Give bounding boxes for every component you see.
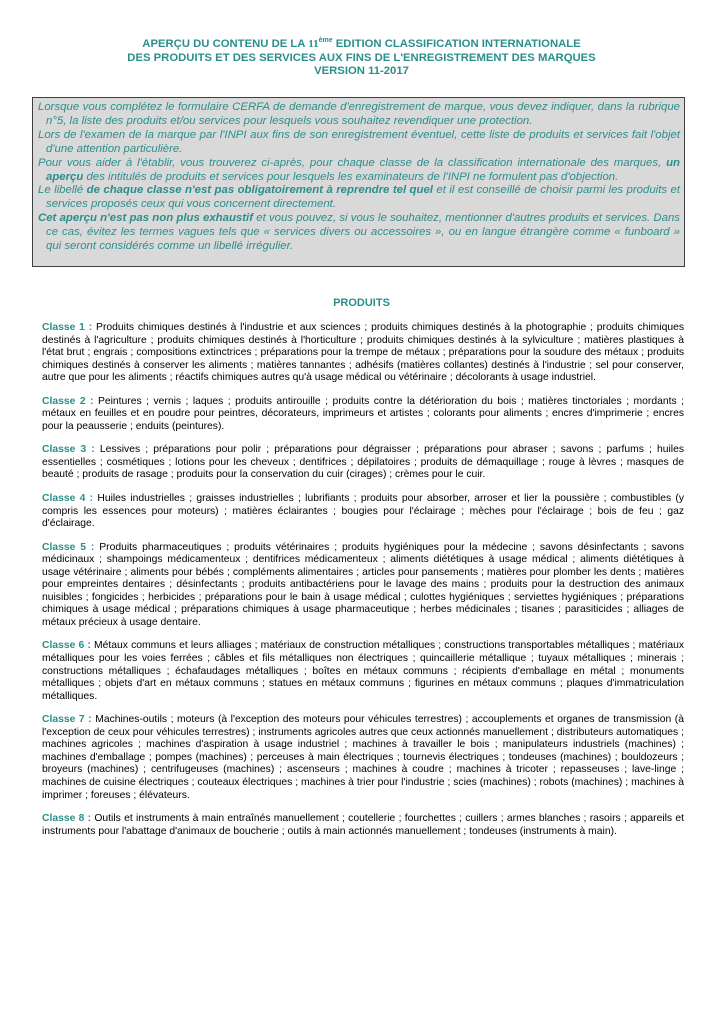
notice-paragraph-2: Lors de l'examen de la marque par l'INPI aux fins de son enregistrement éventuel, cette liste de produits et services fait l'objet d'une attention particulière. [38, 128, 680, 155]
class-list [42, 322, 684, 849]
class-text: Lessives ; préparations pour polir ; préparations pour dégraisser ; préparations pour abraser ; savons ; parfums ; huiles essentielles ; cosmétiques ; lotions pour les cheveux ; dentifrices ; dépilatoires ; produits de démaquillage ; rouge à lèvres ; masques de beauté ; produits de rasage ; produits pour la conservation du cuir (cirages) ; crèmes pour le cuir. [42, 444, 685, 481]
class-label: Classe 1 [42, 322, 85, 333]
class-text: Outils et instruments à main entraînés manuellement ; coutellerie ; fourchettes ; cuillers ; armes blanches ; rasoirs ; appareils et instruments pour l'abattage d'animaux de boucherie ; outils à main actionnés manuellement ; tondeuses (instruments à main). [42, 813, 684, 837]
notice-paragraph-3: Pour vous aider à l'établir, vous trouverez ci-après, pour chaque classe de la classification internationale des marques, un aperçu des intitulés de produits et services pour lesquels les examinateurs de l'INPI ne formulent pas d'objection. [38, 156, 680, 183]
class-text: Huiles industrielles ; graisses industrielles ; lubrifiants ; produits pour absorber, arroser et lier la poussière ; combustibles (y compris les essences pour moteurs) ; matières éclairantes ; bougies pour l'éclairage ; mèches pour l'éclairage ; bois de feu ; gaz d'éclairage. [42, 493, 684, 530]
class-entry: Classe 1 : Produits chimiques destinés à l'industrie et aux sciences ; produits chimiques destinés à la photographie ; produits chimiques destinés à l'agriculture ; produits chimiques destinés à l'horticulture ; produits chimiques destinés à la sylviculture ; matières plastiques à l'état brut ; engrais ; compositions extinctrices ; préparations pour la trempe de métaux ; préparations pour la soudure des métaux ; produits chimiques destinés à conserver les aliments ; matières tannantes ; adhésifs (matières collantes) destinés à l'industrie ; sel pour conserver, autre que pour les aliments ; réactifs chimiques autres qu'à usage médical ou vétérinaire ; décolorants à usage industriel. [42, 322, 685, 384]
class-text: Peintures ; vernis ; laques ; produits antirouille ; produits contre la détérioration du bois ; matières tinctoriales ; mordants ; métaux en feuilles et en poudre pour peintres, décorateurs, imprimeurs et artistes ; colorants pour aliments ; encres d'imprimerie ; encres pour la peausserie ; enduits (peintures). [42, 395, 684, 432]
class-label: Classe 7 [42, 714, 85, 726]
section-title: PRODUITS [333, 297, 390, 309]
notice-box [32, 97, 685, 267]
class-text: Métaux communs et leurs alliages ; matériaux de construction métalliques ; constructions transportables métalliques ; matériaux métalliques pour les voies ferrées ; câbles et fils métalliques non électriques ; quincaillerie métallique ; tuyaux métalliques ; minerais ; constructions métalliques ; échafaudages métalliques ; boîtes en métaux communs ; récipients d'emballage en métal ; monuments métalliques ; objets d'art en métaux communs ; statues en métaux communs ; figurines en métaux communs ; plaques d'immatriculation métalliques. [42, 640, 684, 702]
class-text: Machines-outils ; moteurs (à l'exception des moteurs pour véhicules terrestres) ; accouplements et organes de transmission (à l'exception de ceux pour véhicules terrestres) ; instruments agricoles autres que ceux actionnés manuellement ; distributeurs automatiques ; machines agricoles ; machines d'aspiration à usage industriel ; machines à travailler le bois ; manipulateurs industriels (machines) ; machines d'emballage ; pompes (machines) ; perceuses à main électriques ; tournevis électriques ; tondeuses (machines) ; bouldozeurs ; broyeurs (machines) ; centrifugeuses (machines) ; ascenseurs ; machines à coudre ; machines à tricoter ; repasseuses ; lave-linge ; machines de cuisine électriques ; couteaux électriques ; machines à trier pour l'industrie ; scies (machines) ; robots (machines) ; machines à imprimer ; foreuses ; élévateurs. [42, 714, 684, 801]
class-label: Classe 8 [42, 813, 85, 825]
edition-superscript: ème [318, 37, 333, 45]
notice-paragraph-1: Lorsque vous complétez le formulaire CERFA de demande d'enregistrement de marque, vous devez indiquer, dans la rubrique n°5, la liste des produits et/ou services pour lesquels vous souhaitez revendiquer une protection. [38, 101, 680, 127]
notice-paragraph-4: Le libellé de chaque classe n'est pas obligatoirement à reprendre tel quel et il est conseillé de choisir parmi les produits et services proposés ceux qui vous concernent directement. [38, 184, 680, 211]
class-label: Classe 2 [42, 395, 86, 407]
class-label: Classe 3 [42, 444, 87, 456]
class-entry: Classe 8 : Outils et instruments à main entraînés manuellement ; coutellerie ; fourchettes ; cuillers ; armes blanches ; rasoirs ; appareils et instruments pour l'abattage d'animaux de boucherie ; outils à main actionnés manuellement ; tondeuses (instruments à main). [42, 813, 684, 837]
class-entry: Classe 6 : Métaux communs et leurs alliages ; matériaux de construction métalliques ; constructions transportables métalliques ; matériaux métalliques pour les voies ferrées ; câbles et fils métalliques non électriques ; quincaillerie métallique ; tuyaux métalliques ; minerais ; constructions métalliques ; échafaudages métalliques ; boîtes en métaux communs ; récipients d'emballage en métal ; monuments métalliques ; objets d'art en métaux communs ; statues en métaux communs ; figurines en métaux communs ; plaques d'immatriculation métalliques. [42, 640, 684, 702]
notice-paragraph-5: Cet aperçu n'est pas non plus exhaustif et vous pouvez, si vous le souhaitez, mentionner d'autres produits et services. Dans ce cas, évitez les termes vagues tels que « services divers ou accessoires », ou en langue étrangère comme « funboard » qui seront considérés comme un libellé irrégulier. [38, 212, 681, 253]
class-entry: Classe 4 : Huiles industrielles ; graisses industrielles ; lubrifiants ; produits pour absorber, arroser et lier la poussière ; combustibles (y compris les essences pour moteurs) ; matières éclairantes ; bougies pour l'éclairage ; mèches pour l'éclairage ; bois de feu ; gaz d'éclairage. [42, 493, 684, 530]
title-line-2: DES PRODUITS ET DES SERVICES AUX FINS DE L'ENREGISTREMENT DES MARQUES [127, 51, 596, 64]
class-text: Produits chimiques destinés à l'industrie et aux sciences ; produits chimiques destinés à la photographie ; produits chimiques destinés à l'agriculture ; produits chimiques destinés à l'horticulture ; produits chimiques destinés à la sylviculture ; matières plastiques à l'état brut ; engrais ; compositions extinctrices ; préparations pour la trempe de métaux ; préparations pour la soudure des métaux ; produits chimiques destinés à conserver les aliments ; matières tannantes ; adhésifs (matières collantes) destinés à l'industrie ; sel pour conserver, autre que pour les aliments ; réactifs chimiques autres qu'à usage médical ou vétérinaire ; décolorants à usage industriel. [42, 322, 685, 384]
class-entry: Classe 2 : Peintures ; vernis ; laques ; produits antirouille ; produits contre la détérioration du bois ; matières tinctoriales ; mordants ; métaux en feuilles et en poudre pour peintres, décorateurs, imprimeurs et artistes ; colorants pour aliments ; encres d'imprimerie ; encres pour la peausserie ; enduits (peintures). [42, 395, 684, 432]
class-entry: Classe 5 : Produits pharmaceutiques ; produits vétérinaires ; produits hygiéniques pour la médecine ; savons désinfectants ; savons médicinaux ; shampoings médicamenteux ; dentifrices médicamenteux ; aliments diététiques à usage médical ; aliments diététiques à usage vétérinaire ; aliments pour bébés ; compléments alimentaires ; articles pour pansements ; matières pour plomber les dents ; matières pour empreintes dentaires ; désinfectants ; produits antibactériens pour le lavage des mains ; produits pour la destruction des animaux nuisibles ; fongicides ; herbicides ; préparations pour le bain à usage médical ; culottes hygiéniques ; serviettes hygiéniques ; préparations chimiques à usage médical ; préparations chimiques à usage pharmaceutique ; herbes médicinales ; tisanes ; parasiticides ; alliages de métaux précieux à usage dentaire. [42, 541, 684, 628]
edition-number: 11 [308, 38, 319, 50]
title-line-3: VERSION 11-2017 [314, 65, 409, 77]
class-entry: Classe 3 : Lessives ; préparations pour polir ; préparations pour dégraisser ; préparations pour abraser ; savons ; parfums ; huiles essentielles ; cosmétiques ; lotions pour les cheveux ; dentifrices ; dépilatoires ; produits de démaquillage ; rouge à lèvres ; masques de beauté ; produits de rasage ; produits pour la conservation du cuir (cirages) ; crèmes pour le cuir. [42, 444, 685, 481]
class-text: Produits pharmaceutiques ; produits vétérinaires ; produits hygiéniques pour la médecine ; savons désinfectants ; savons médicinaux ; shampoings médicamenteux ; dentifrices médicamenteux ; aliments diététiques à usage médical ; aliments diététiques à usage vétérinaire ; aliments pour bébés ; compléments alimentaires ; articles pour pansements ; matières pour plomber les dents ; matières pour empreintes dentaires ; désinfectants ; produits antibactériens pour le lavage des mains ; produits pour la destruction des animaux nuisibles ; fongicides ; herbicides ; préparations pour le bain à usage médical ; culottes hygiéniques ; serviettes hygiéniques ; préparations chimiques à usage médical ; préparations chimiques à usage pharmaceutique ; herbes médicinales ; tisanes ; parasiticides ; alliages de métaux précieux à usage dentaire. [42, 541, 684, 628]
class-label: Classe 6 [42, 640, 85, 652]
class-label: Classe 5 [42, 541, 87, 553]
class-entry: Classe 7 : Machines-outils ; moteurs (à l'exception des moteurs pour véhicules terrestres) ; accouplements et organes de transmission (à l'exception de ceux pour véhicules terrestres) ; instruments agricoles autres que ceux actionnés manuellement ; distributeurs automatiques ; machines agricoles ; machines d'aspiration à usage industriel ; machines à travailler le bois ; manipulateurs industriels (machines) ; machines d'emballage ; pompes (machines) ; perceuses à main électriques ; tournevis électriques ; tondeuses (machines) ; bouldozeurs ; broyeurs (machines) ; centrifugeuses (machines) ; ascenseurs ; machines à coudre ; machines à tricoter ; repasseuses ; lave-linge ; machines de cuisine électriques ; couteaux électriques ; machines à trier pour l'industrie ; scies (machines) ; robots (machines) ; machines à imprimer ; foreuses ; élévateurs. [42, 714, 684, 801]
class-label: Classe 4 [42, 493, 86, 505]
title-line-1: APERÇU DU CONTENU DE LA 11ème EDITION CLASSIFICATION INTERNATIONALE [142, 37, 581, 50]
document-title [0, 38, 723, 79]
